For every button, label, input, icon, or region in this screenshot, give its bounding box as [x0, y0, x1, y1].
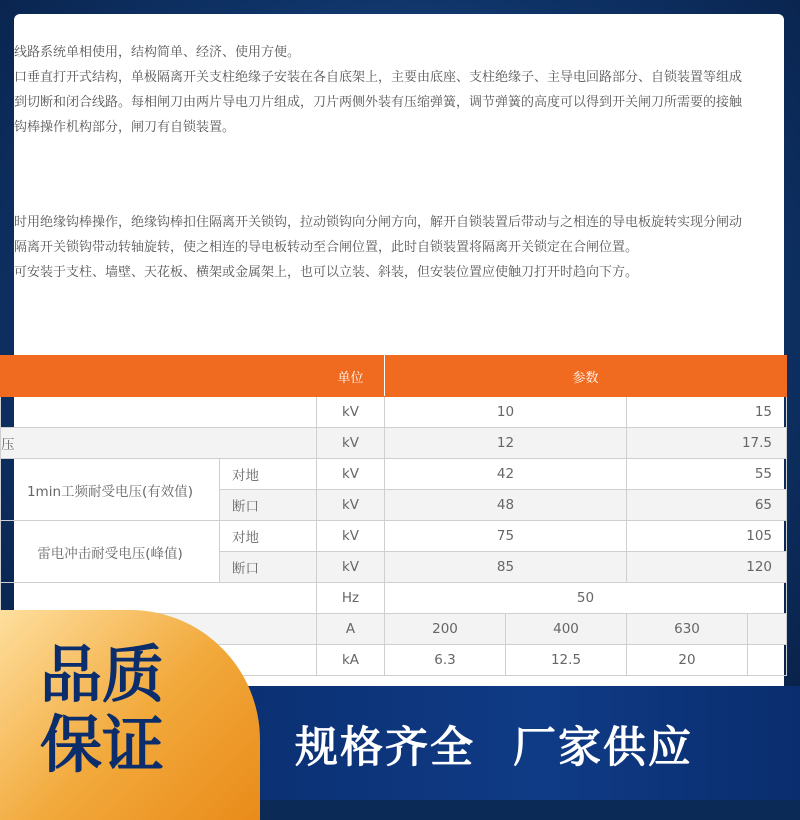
table-row	[1, 583, 787, 614]
value-cell: 15	[627, 397, 787, 428]
value-cell: 48	[385, 490, 627, 521]
value-cell: 75	[385, 521, 627, 552]
value-cell: 55	[627, 459, 787, 490]
sub-label: 对地	[220, 521, 317, 552]
header-params: 参数	[385, 356, 787, 397]
operation-paragraph	[14, 210, 784, 285]
intro-paragraph	[14, 40, 784, 140]
unit-cell: kV	[317, 552, 385, 583]
row-label: 雷电冲击耐受电压(峰值)	[1, 521, 220, 583]
unit-cell: kV	[317, 428, 385, 459]
sub-label: 断口	[220, 490, 317, 521]
value-cell: 6.3	[385, 645, 506, 676]
value-cell: 42	[385, 459, 627, 490]
value-cell: 400	[506, 614, 627, 645]
intro-line: 到切断和闭合线路。每相闸刀由两片导电刀片组成，刀片两侧外装有压缩弹簧，调节弹簧的高度可以得到开关闸刀所需要的接触	[14, 95, 743, 110]
table-row	[1, 397, 787, 428]
intro-line: 线路系统单相使用，结构简单、经济、使用方便。	[14, 45, 301, 60]
value-cell: 120	[627, 552, 787, 583]
value-cell: 200	[385, 614, 506, 645]
operation-line: 时用绝缘钩棒操作，绝缘钩棒扣住隔离开关锁钩，拉动锁钩向分闸方向，解开自锁装置后带动与之相连的导电板旋转实现分闸动	[14, 215, 743, 230]
table-header-row	[1, 356, 787, 397]
unit-cell: Hz	[317, 583, 385, 614]
badge-line-1: 品质	[40, 638, 165, 711]
value-cell: 50	[385, 583, 787, 614]
sub-label: 对地	[220, 459, 317, 490]
unit-cell: kV	[317, 397, 385, 428]
value-cell: 20	[627, 645, 748, 676]
badge-line-2: 保证	[40, 708, 165, 781]
value-cell: 10	[385, 397, 627, 428]
row-label: 1min工频耐受电压(有效值)	[1, 459, 220, 521]
operation-line: 隔离开关锁钩带动转轴旋转，使之相连的导电板转动至合闸位置，此时自锁装置将隔离开关锁定在合闸位置。	[14, 240, 639, 255]
value-cell: 630	[627, 614, 748, 645]
unit-cell: kV	[317, 521, 385, 552]
quality-badge-text	[40, 640, 200, 780]
intro-line: 口垂直打开式结构，单极隔离开关支柱绝缘子安装在各自底架上，主要由底座、支柱绝缘子、主导电回路部分、自锁装置等组成	[14, 70, 743, 85]
value-cell: 105	[627, 521, 787, 552]
operation-line: 可安装于支柱、墙壁、天花板、横架或金属架上，也可以立装、斜装，但安装位置应使触刀打开时趋向下方。	[14, 265, 639, 280]
unit-cell: kV	[317, 459, 385, 490]
unit-cell: kA	[317, 645, 385, 676]
slogan-part-2: 厂家供应	[513, 723, 693, 773]
unit-cell: A	[317, 614, 385, 645]
unit-cell: kV	[317, 490, 385, 521]
value-cell: 17.5	[627, 428, 787, 459]
table-row	[1, 428, 787, 459]
value-cell: 85	[385, 552, 627, 583]
value-cell: 65	[627, 490, 787, 521]
intro-line: 钩棒操作机构部分，闸刀有自锁装置。	[14, 120, 236, 135]
value-cell: 12	[385, 428, 627, 459]
row-label: 压	[1, 428, 317, 459]
table-row	[1, 521, 787, 552]
value-cell: 12.5	[506, 645, 627, 676]
sub-label: 断口	[220, 552, 317, 583]
header-item-cell	[1, 356, 317, 397]
slogan-text	[295, 714, 693, 775]
header-unit: 单位	[317, 356, 385, 397]
table-row	[1, 459, 787, 490]
slogan-part-1: 规格齐全	[295, 723, 475, 773]
